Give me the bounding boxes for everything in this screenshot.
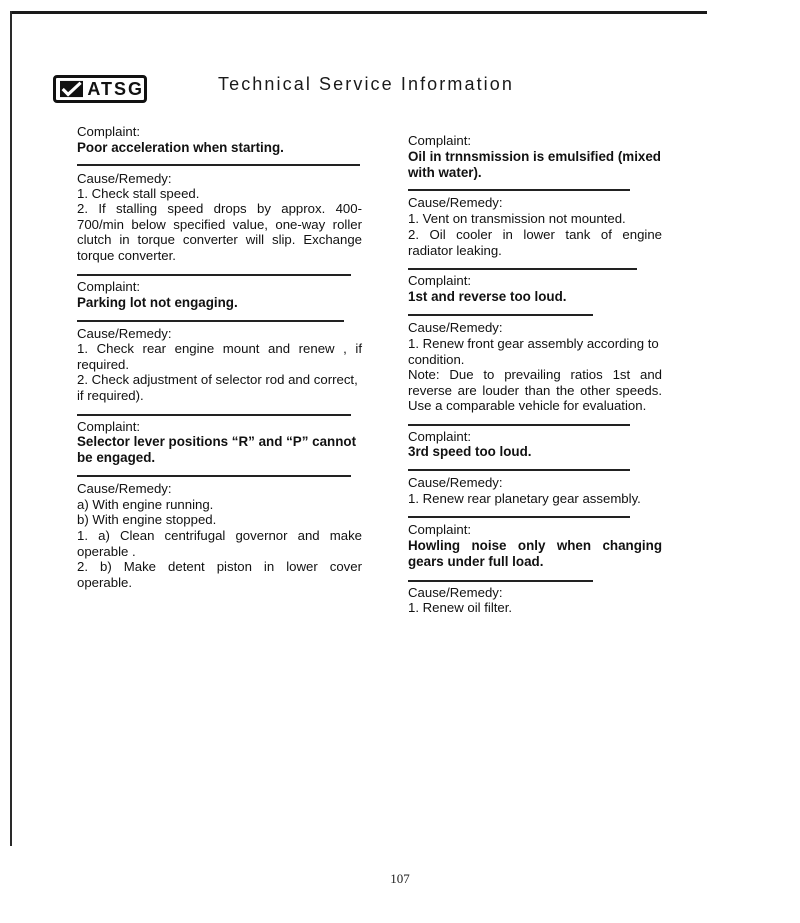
remedy-label: Cause/Remedy: (408, 475, 503, 490)
complaint-label: Complaint: (408, 522, 472, 537)
complaint-label: Complaint: (77, 419, 141, 434)
complaint-label: Complaint: (408, 429, 472, 444)
complaint-label: Complaint: (408, 133, 472, 148)
divider (77, 475, 351, 477)
complaint-text: Selector lever positions “R” and “P” cannot be engaged. (77, 434, 357, 465)
complaint-label: Complaint: (408, 273, 472, 288)
page-number: 107 (390, 871, 410, 886)
divider (77, 320, 344, 322)
remedy-line: Note: Due to prevailing ratios 1st and reverse are louder than the other speeds. Use a comparable vehicle for evaluation. (408, 367, 662, 413)
complaint-text: Howling noise only when changing gears under full load. (408, 538, 662, 569)
remedy-line: b) With engine stopped. (77, 512, 217, 527)
divider (408, 469, 630, 471)
checkmark-icon (60, 80, 83, 98)
remedy-line: 1. Renew front gear assembly according to condition. (408, 336, 659, 367)
remedy-line: 2. Check adjustment of selector rod and correct, if required). (77, 372, 358, 403)
remedy-line: 1. Renew rear planetary gear assembly. (408, 491, 641, 506)
divider (408, 580, 593, 582)
remedy-label: Cause/Remedy: (77, 171, 172, 186)
remedy-line: a) With engine running. (77, 497, 214, 512)
remedy-label: Cause/Remedy: (408, 320, 503, 335)
complaint-text: Poor acceleration when starting. (77, 140, 284, 155)
remedy-label: Cause/Remedy: (408, 195, 503, 210)
divider (408, 314, 593, 316)
complaint-text: Parking lot not engaging. (77, 295, 238, 310)
page-title: Technical Service Information (218, 74, 515, 94)
remedy-line: 1. Vent on transmission not mounted. (408, 211, 626, 226)
complaint-text: Oil in trnnsmission is emulsified (mixed with water). (408, 149, 661, 180)
remedy-line: 1. Check stall speed. (77, 186, 200, 201)
divider (408, 424, 630, 426)
divider (408, 516, 630, 518)
divider (77, 414, 351, 416)
complaint-text: 1st and reverse too loud. (408, 289, 567, 304)
remedy-line: 2. b) Make detent piston in lower cover operable. (77, 559, 362, 590)
remedy-line: 2. If stalling speed drops by approx. 400-700/min below specified value, one-way roller clutch in torque converter will slip. Exchange torque converter. (77, 201, 362, 263)
remedy-label: Cause/Remedy: (77, 326, 172, 341)
divider (408, 189, 630, 191)
remedy-line: 2. Oil cooler in lower tank of engine radiator leaking. (408, 227, 662, 258)
remedy-line: 1. Renew oil filter. (408, 600, 513, 615)
logo-text: ATSG (87, 79, 144, 99)
divider (408, 268, 637, 270)
atsg-logo (53, 75, 147, 103)
complaint-label: Complaint: (77, 124, 141, 139)
remedy-line: 1. Check rear engine mount and renew , if required. (77, 341, 362, 372)
remedy-label: Cause/Remedy: (77, 481, 172, 496)
remedy-label: Cause/Remedy: (408, 585, 503, 600)
divider (77, 164, 360, 166)
page-top-rule (10, 11, 707, 14)
complaint-label: Complaint: (77, 279, 141, 294)
page-left-rule (10, 11, 12, 846)
complaint-text: 3rd speed too loud. (408, 444, 532, 459)
divider (77, 274, 351, 276)
remedy-line: 1. a) Clean centrifugal governor and make operable . (77, 528, 362, 559)
